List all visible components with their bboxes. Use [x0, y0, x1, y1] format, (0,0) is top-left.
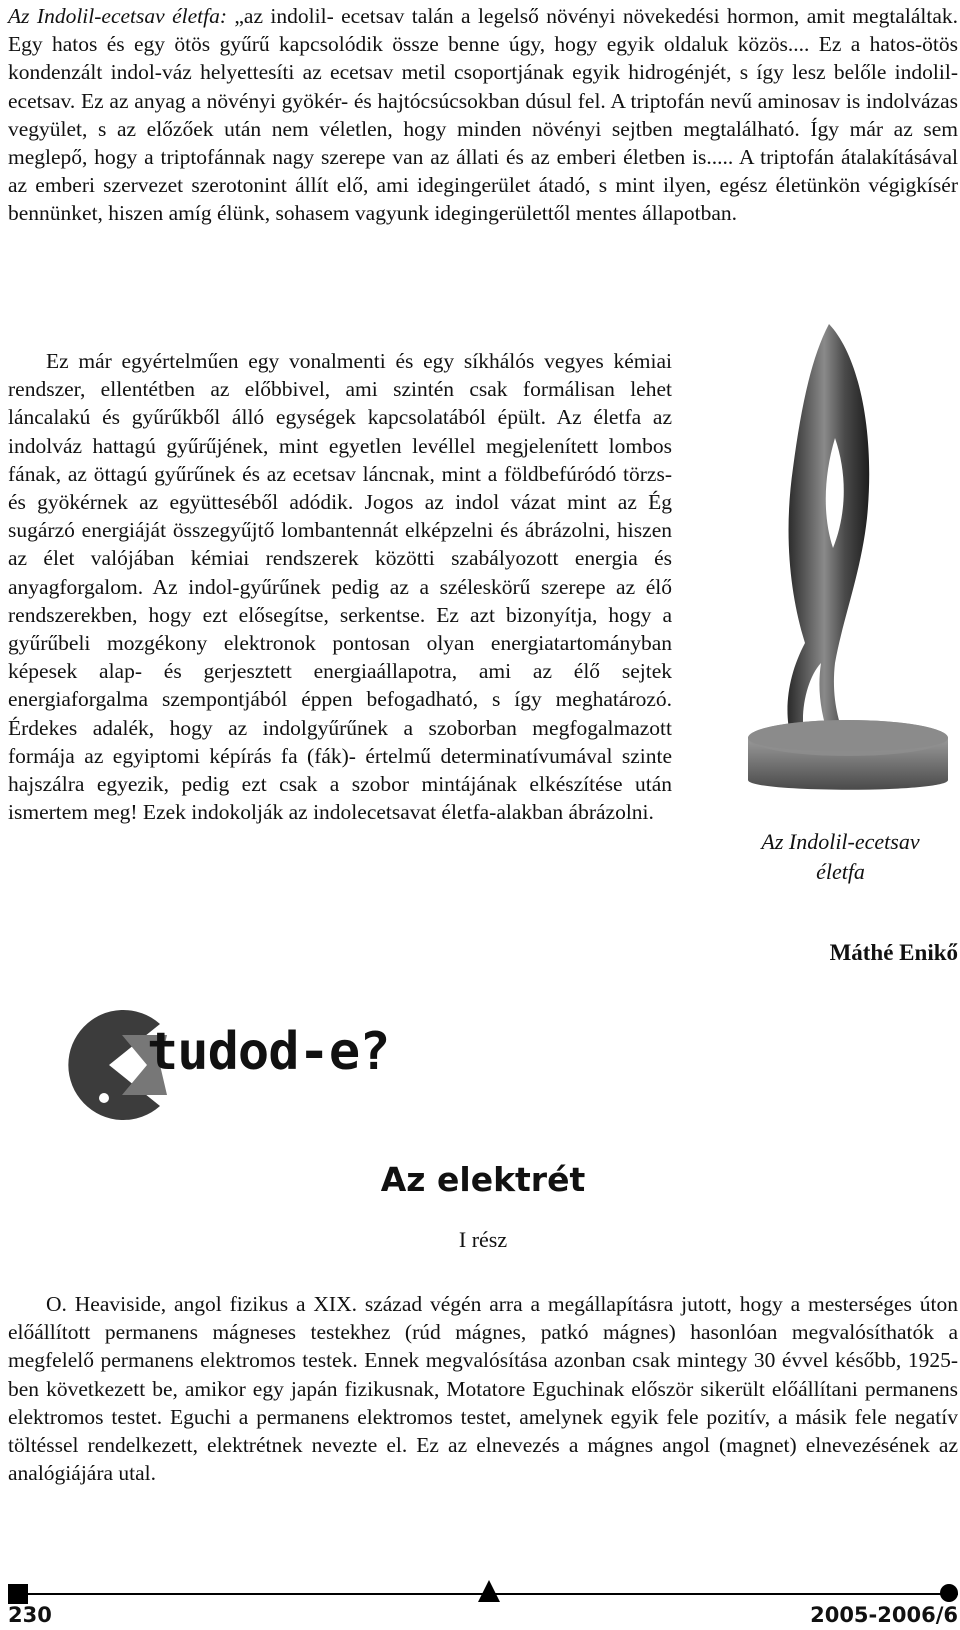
intro-paragraph [8, 2, 958, 228]
footer-triangle-icon [478, 1580, 500, 1602]
caption-line-2: életfa [816, 859, 865, 884]
author-name: Máthé Enikő [829, 940, 958, 965]
logo-text: tudod-e? [147, 1022, 390, 1082]
sculpture-drawing [743, 318, 958, 818]
intro-body: „az indolil- ecetsav talán a legelső növényi növekedési hormon, amit megtaláltak. Egy hatos és egy ötös gyűrű kapcsolódik össze benne úgy, hogy egyik oldaluk közös.... Ez a hatos-ötös kondenzált indol-váz helyettesíti az ecetsav metil csoportjának egyik hidrogénjét, s így lesz belőle indolil-ecetsav. Ez az anyag a növényi gyökér- és hajtócsúcsokban dúsul fel. A triptofán nevű aminosav is indolvázas vegyület, s az előzőek után nem véletlen, hogy minden növényi sejtben megtalálható. Így már az sem meglepő, hogy a triptofánnak nagy szerepe van az állati és az emberi életben is..... A triptofán átalakításával az emberi szervezet szerotonint állít elő, ami idegingerület átadó, s mint ilyen, egész életünkön végigkísér bennünket, hiszen amíg élünk, sohasem vagyunk idegingerülettől mentes állapotban. [8, 4, 958, 226]
footer-square-icon [8, 1584, 28, 1604]
intro-lead: Az Indolil-ecetsav életfa: [8, 4, 227, 28]
issue-number: 2005-2006/6 [810, 1603, 958, 1627]
page-number: 230 [8, 1603, 52, 1627]
tudod-e-logo [52, 1010, 412, 1120]
figure-caption [733, 827, 948, 887]
sculpture-image [743, 318, 958, 818]
document-page [8, 0, 958, 1630]
article-subtitle: I rész [458, 1227, 508, 1252]
article-paragraph: O. Heaviside, angol fizikus a XIX. század végén arra a megállapításra jutott, hogy a mesterséges úton előállított permanens mágneses testekhez (rúd mágnes, patkó mágnes) hasonlóan megvalósíthatók a megfelelő permanens elektromos testek. Ennek megvalósítása azonban csak mintegy 30 évvel később, 1925-ben következett be, amikor egy japán fizikusnak, Motatore Eguchinak először sikerült előállítani permanens elektromos testet. Eguchi a permanens elektromos testet, amelynek egyik fele pozitív, a másik fele negatív töltéssel rendelkezett, elektrétnek nevezte el. Ez az elnevezés a mágnes angol (magnet) elnevezésének az analógiájára utal. [8, 1292, 958, 1486]
footer-dot-icon [940, 1584, 958, 1602]
article-title: Az elektrét [380, 1160, 586, 1199]
body-paragraph: Ez már egyértelműen egy vonalmenti és egy síkhálós vegyes kémiai rendszer, ellentétben az előbbivel, ami szintén csak formálisan lehet láncalakú és gyűrűkből álló egységek kapcsolatából épült. Az életfa az indolváz hattagú gyűrűjének, mint egyetlen levéllel megjelenített lombos fának, az öttagú gyűrűnek és az ecetsav láncnak, mint a földbefúródó törzs- és gyökérnek az együtteséből adódik. Jogos az indol vázat mint az Ég sugárzó energiáját összegyűjtő lombantennát elképzelni és ábrázolni, hiszen az élet valójában kémiai rendszerek közötti szabályozott energia és anyagforgalom. Az indol-gyűrűnek pedig az a széleskörű szerepe az élő rendszerekben, hogy ezt elősegítse, serkentse. Ez azt bizonyítja, hogy a gyűrűbeli mozgékony elektronok pontosan olyan energiatartományban képesek alap- és gerjesztett energiaállapotra, ami az élő sejtek energiaforgalma szempontjából éppen befogadható, s így meghatározó. Érdekes adalék, hogy az indolgyűrűnek a szoborban megfogalmazott formája az egyiptomi képírás fa (fák)- értelmű determinatívumával szinte hajszálra egyezik, pedig ezt csak a szobor mintájának elkészítése után ismertem meg! Ezek indokolják az indolecetsavat életfa-alakban ábrázolni. [8, 349, 672, 825]
caption-line-1: Az Indolil-ecetsav [761, 829, 920, 854]
